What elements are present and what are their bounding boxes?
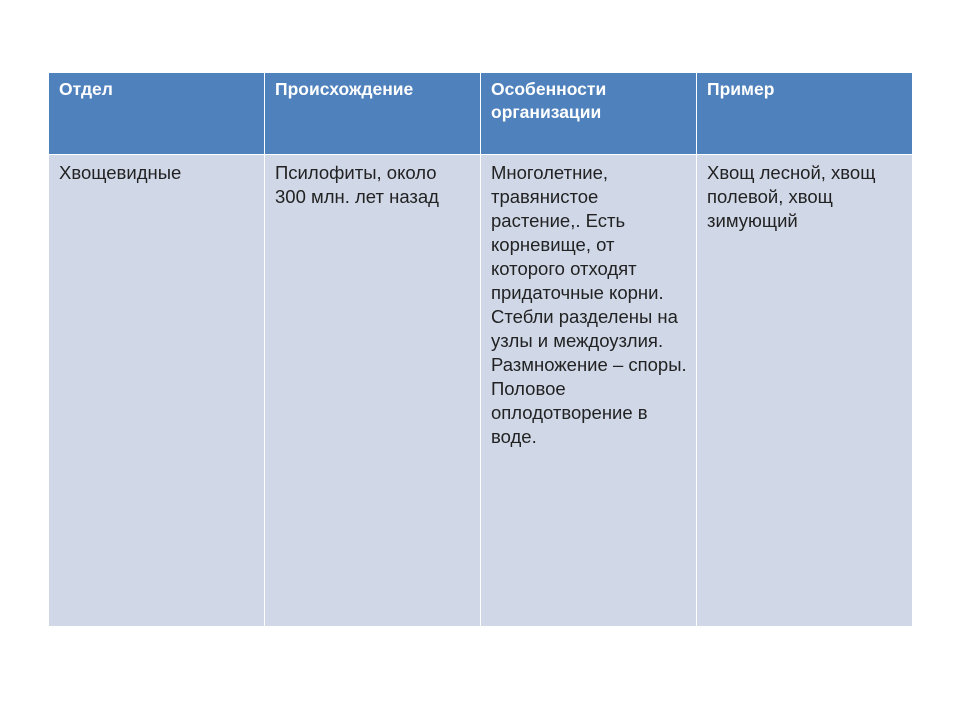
cell-features: Многолетние, травянистое растение,. Есть корневище, от которого отходят придаточные корни. Стебли разделены на узлы и междоузлия. Размножение – споры. Половое оплодотворение в воде. [481,155,697,627]
table-header-row [49,73,913,155]
cell-example: Хвощ лесной, хвощ полевой, хвощ зимующий [697,155,913,627]
header-division: Отдел [49,73,265,155]
header-origin: Происхождение [265,73,481,155]
cell-origin: Псилофиты, около 300 млн. лет назад [265,155,481,627]
cell-division: Хвощевидные [49,155,265,627]
header-features: Особенности организации [481,73,697,155]
table-row [49,155,913,627]
header-example: Пример [697,73,913,155]
plant-division-table [48,72,913,627]
